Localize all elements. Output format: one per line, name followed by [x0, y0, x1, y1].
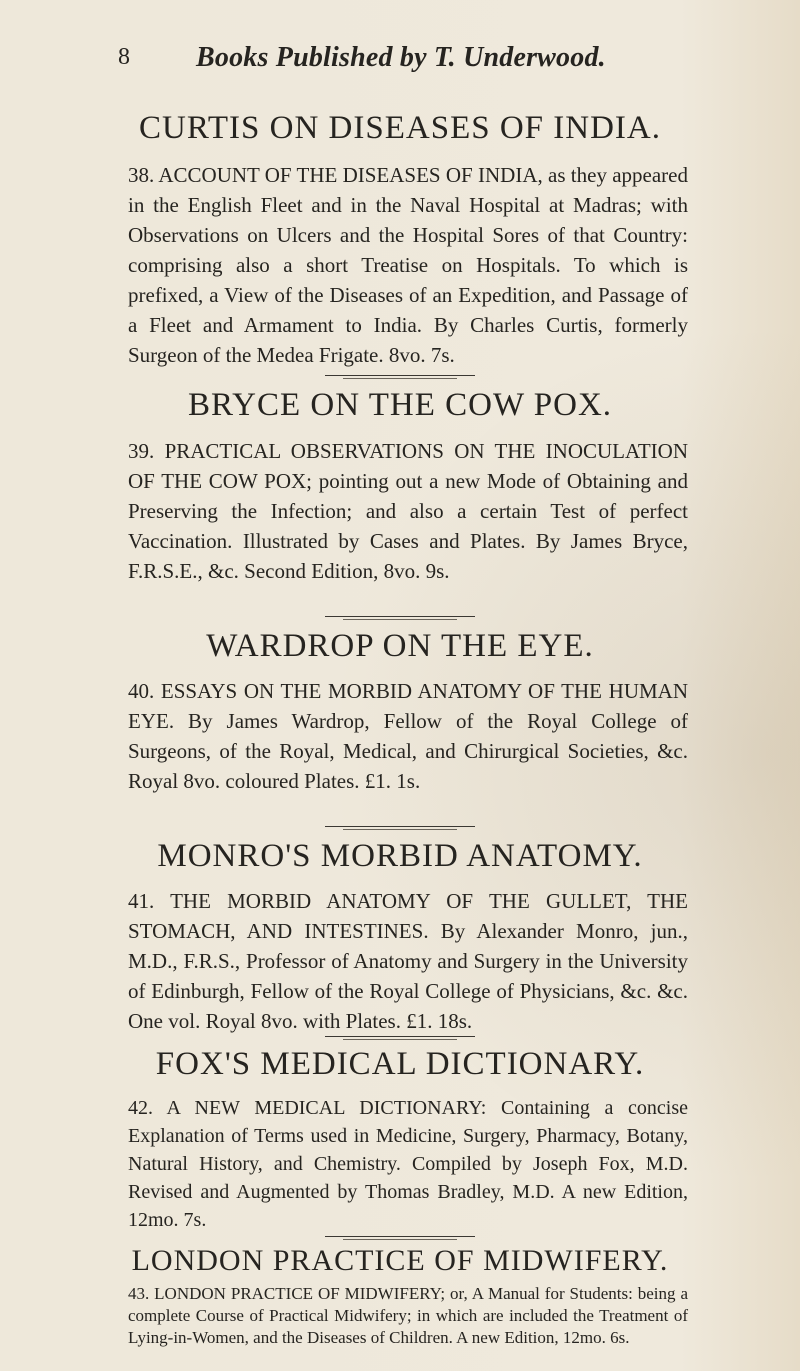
- entry-body-london: 43. LONDON PRACTICE OF MIDWIFERY; or, A Manual for Students: being a complete Course of Practical Midwifery; in which are included the Treatment of Lying-in-Women, and the Diseases of Children. A new Edition, 12mo. 6s.: [128, 1284, 688, 1347]
- entry-body-curtis: 38. ACCOUNT OF THE DISEASES OF INDIA, as they appeared in the English Fleet and in the Naval Hospital at Madras; with Observations on Ulcers and the Hospital Sores of that Country: comprising also a short Treatise on Hospitals. To which is prefixed, a View of the Diseases of an Expedition, and Passage of a Fleet and Armament to India. By Charles Curtis, formerly Surgeon of the Medea Frigate. 8vo. 7s.: [128, 163, 688, 367]
- running-head: [118, 44, 718, 80]
- entry-heading-london: LONDON PRACTICE OF MIDWIFERY.: [131, 1244, 669, 1277]
- section-divider: [325, 1236, 475, 1237]
- page-number: 8: [118, 44, 130, 70]
- section-divider: [325, 826, 475, 827]
- entry-heading-monro: MONRO'S MORBID ANATOMY.: [157, 838, 643, 874]
- entry-body-fox: 42. A NEW MEDICAL DICTIONARY: Containing a concise Explanation of Terms used in Medicine, Surgery, Pharmacy, Botany, Natural History, and Chemistry. Compiled by Joseph Fox, M.D. Revised and Augmented by Thomas Bradley, M.D. A new Edition, 12mo. 7s.: [128, 1097, 688, 1231]
- section-divider: [325, 1036, 475, 1037]
- entry-body-wardrop: 40. ESSAYS ON THE MORBID ANATOMY OF THE HUMAN EYE. By James Wardrop, Fellow of the Royal College of Surgeons, of the Royal, Medical, and Chirurgical Societies, &c. Royal 8vo. coloured Plates. £1. 1s.: [128, 679, 688, 793]
- section-divider: [325, 616, 475, 617]
- entry-heading-fox: FOX'S MEDICAL DICTIONARY.: [155, 1046, 645, 1082]
- entry-heading-curtis: CURTIS ON DISEASES OF INDIA.: [139, 110, 661, 146]
- entry-body-monro: 41. THE MORBID ANATOMY OF THE GULLET, THE STOMACH, AND INTESTINES. By Alexander Monro, jun., M.D., F.R.S., Professor of Anatomy and Surgery in the University of Edinburgh, Fellow of the Royal College of Physicians, &c. &c. One vol. Royal 8vo. with Plates. £1. 18s.: [128, 889, 688, 1033]
- entry-heading-bryce: BRYCE ON THE COW POX.: [187, 387, 613, 423]
- section-divider: [325, 375, 475, 376]
- entry-body-bryce: 39. PRACTICAL OBSERVATIONS ON THE INOCULATION OF THE COW POX; pointing out a new Mode of Obtaining and Preserving the Infection; and also a certain Test of perfect Vaccination. Illustrated by Cases and Plates. By James Bryce, F.R.S.E., &c. Second Edition, 8vo. 9s.: [128, 439, 688, 583]
- running-title: Books Published by T. Underwood.: [196, 42, 606, 73]
- entry-heading-wardrop: WARDROP ON THE EYE.: [206, 628, 594, 664]
